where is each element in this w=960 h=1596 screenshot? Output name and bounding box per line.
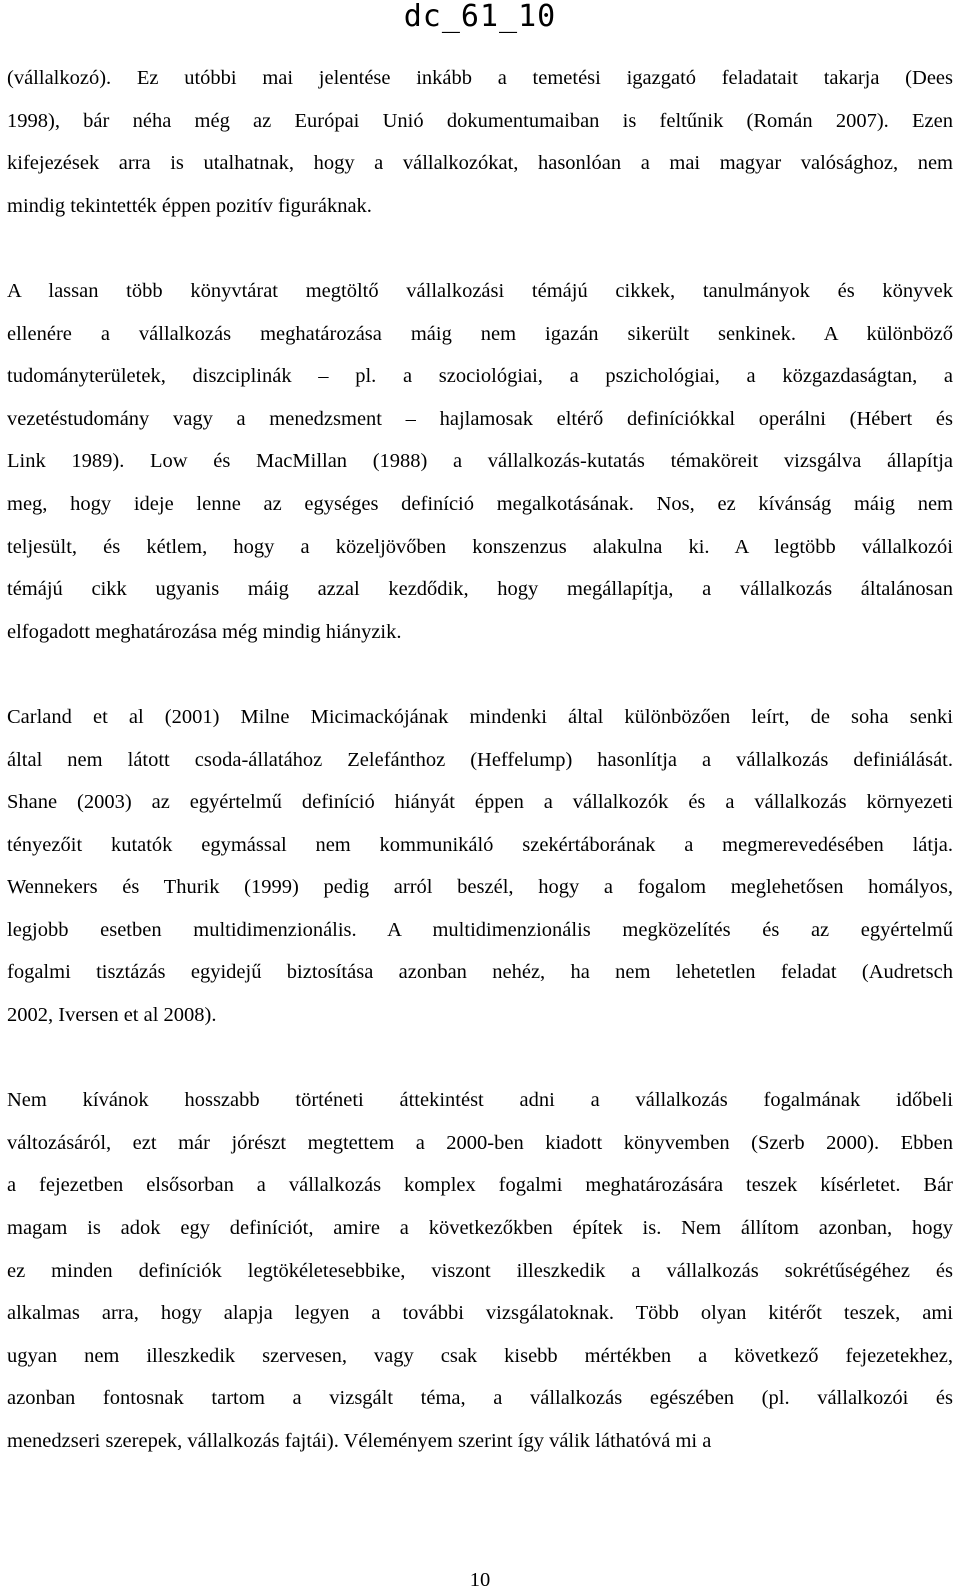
text-line: alkalmas arra, hogy alapja legyen a további vizsgálatoknak. Több olyan kitérőt teszek, ami bbox=[7, 1302, 953, 1325]
text-line: ugyan nem illeszkedik szervesen, vagy csak kisebb mértékben a következő fejezetekhez, bbox=[7, 1344, 953, 1367]
text-line: elfogadott meghatározása még mindig hiányzik. bbox=[7, 620, 402, 643]
document-code-header: dc_61_10 bbox=[403, 0, 557, 34]
text-line: Nem kívánok hosszabb történeti áttekintést adni a vállalkozás fogalmának időbeli bbox=[7, 1089, 953, 1112]
text-line: ellenére a vállalkozás meghatározása máig nem igazán sikerült senkinek. A különböző bbox=[7, 322, 953, 345]
text-line: azonban fontosnak tartom a vizsgált téma, a vállalkozás egészében (pl. vállalkozói és bbox=[7, 1387, 953, 1410]
text-line: (vállalkozó). Ez utóbbi mai jelentése inkább a temetési igazgató feladatait takarja (Dees bbox=[7, 67, 953, 89]
text-line: a fejezetben elsősorban a vállalkozás komplex fogalmi meghatározására teszek kísérletet. Bár bbox=[7, 1174, 953, 1197]
text-line: menedzseri szerepek, vállalkozás fajtái). Véleményem szerint így válik láthatóvá mi a bbox=[7, 1430, 712, 1452]
paragraph-definition-problem bbox=[7, 270, 953, 653]
text-line: vezetéstudomány vagy a menedzsment – hajlamosak eltérő definíciókkal operálni (Hébert és bbox=[7, 407, 953, 430]
text-line: legjobb esetben multidimenzionális. A multidimenzionális megközelítés és az egyértelmű bbox=[7, 918, 953, 941]
text-line: változásáról, ezt már jórészt megtettem a 2000-ben kiadott könyvemben (Szerb 2000). Ebben bbox=[7, 1131, 953, 1154]
text-line: Carland et al (2001) Milne Micimackójának mindenki által különbözően leírt, de soha senki bbox=[7, 705, 953, 728]
text-line: 2002, Iversen et al 2008). bbox=[7, 1004, 217, 1027]
text-line: mindig tekintették éppen pozitív figuráknak. bbox=[7, 194, 372, 217]
document-body bbox=[7, 57, 953, 1463]
text-line: magam is adok egy definíciót, amire a következőkben építek is. Nem állítom azonban, hogy bbox=[7, 1217, 953, 1240]
text-line: Wennekers és Thurik (1999) pedig arról beszél, hogy a fogalom meglehetősen homályos, bbox=[7, 876, 953, 899]
paragraph-intro bbox=[7, 57, 953, 227]
text-line: tényezőit kutatók egymással nem kommunikáló szekértáborának a megmerevedésében látja. bbox=[7, 833, 953, 856]
text-line: tudományterületek, diszciplinák – pl. a szociológiai, a pszichológiai, a közgazdaságtan, a bbox=[7, 365, 953, 388]
text-line: Link 1989). Low és MacMillan (1988) a vállalkozás-kutatás témaköreit vizsgálva állapítja bbox=[7, 450, 953, 473]
text-line: 1998), bár néha még az Európai Unió dokumentumaiban is feltűnik (Román 2007). Ezen bbox=[7, 109, 953, 132]
text-line: A lassan több könyvtárat megtöltő vállalkozási témájú cikkek, tanulmányok és könyvek bbox=[7, 279, 953, 302]
text-line: teljesült, és kétlem, hogy a közeljövőben konszenzus alakulna ki. A legtöbb vállalkozói bbox=[7, 535, 953, 558]
text-line: Shane (2003) az egyértelmű definíció hiányát éppen a vállalkozók és a vállalkozás környezeti bbox=[7, 791, 953, 814]
text-line: fogalmi tisztázás egyidejű biztosítása azonban nehéz, ha nem lehetetlen feladat (Audretsch bbox=[7, 961, 953, 984]
text-line: témájú cikk ugyanis máig azzal kezdődik, hogy megállapítja, a vállalkozás általánosan bbox=[7, 578, 953, 601]
text-line: meg, hogy ideje lenne az egységes definíció megalkotásának. Nos, ez kívánság máig nem bbox=[7, 492, 953, 515]
text-line: kifejezések arra is utalhatnak, hogy a vállalkozókat, hasonlóan a mai magyar valósághoz, nem bbox=[7, 152, 953, 175]
text-line: által nem látott csoda-állatához Zelefánthoz (Heffelump) hasonlítja a vállalkozás definiálását. bbox=[7, 748, 953, 771]
paragraph-chapter-aim bbox=[7, 1079, 953, 1462]
paragraph-heffelump bbox=[7, 696, 953, 1037]
page-number: 10 bbox=[469, 1569, 491, 1591]
text-line: ez minden definíciók legtökéletesebbike, viszont illeszkedik a vállalkozás sokrétűségéhez és bbox=[7, 1259, 953, 1282]
